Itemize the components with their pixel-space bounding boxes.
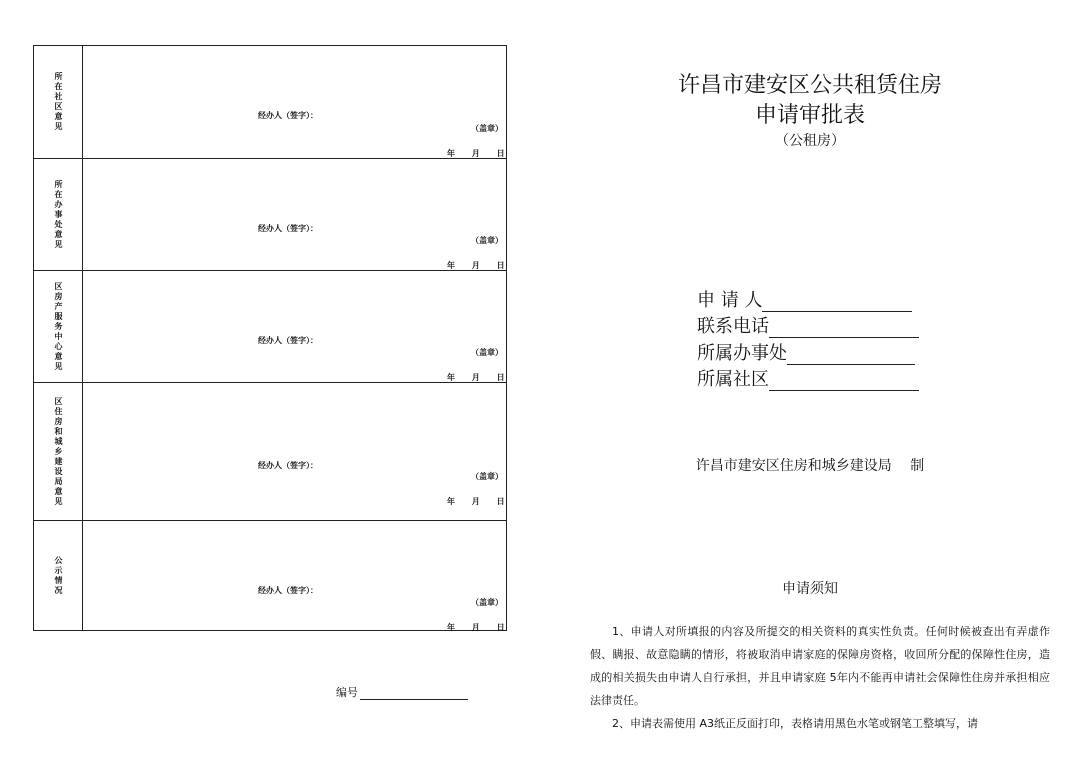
table-row	[34, 521, 506, 631]
phone-label: 联系电话	[697, 316, 769, 337]
notice-item: 2、申请表需使用 A3纸正反面打印，表格请用黑色水笔或钢笔工整填写，请	[612, 717, 979, 730]
agent-signature-label: 经办人（签字）：	[258, 224, 318, 233]
form-subtitle: （公租房）	[775, 133, 845, 149]
applicant-field[interactable]	[697, 286, 912, 310]
table-row	[34, 46, 506, 159]
phone-field[interactable]	[697, 312, 919, 336]
date-label: 年 月 日	[447, 261, 505, 270]
serial-number-field[interactable]	[336, 684, 468, 700]
table-row	[34, 271, 506, 383]
notice-item: 1、申请人对所填报的内容及所提交的相关资料的真实性负责。任何时候被查出有弄虚作假、瞒报、故意隐瞒的情形，将被取消申请家庭的保障房资格，收回所分配的保障性住房，造成的相关损失由申请人自行承担，并且申请家庭 5年内不能再申请社会保障性住房并承担相应法律责任。	[590, 625, 1050, 707]
agent-signature-label: 经办人（签字）：	[258, 111, 318, 120]
seal-label: （盖章）	[471, 472, 503, 481]
agent-signature-label: 经办人（签字）：	[258, 586, 318, 595]
seal-label: （盖章）	[471, 236, 503, 245]
issuer-line: 许昌市建安区住房和城乡建设局 制	[695, 458, 925, 474]
phone-blank[interactable]	[769, 317, 919, 338]
row-label-cell	[34, 521, 83, 631]
table-row	[34, 159, 506, 271]
agent-signature-label: 经办人（签字）：	[258, 461, 318, 470]
serial-number-label: 编号	[336, 686, 358, 699]
date-label: 年 月 日	[447, 497, 505, 506]
agent-signature-label: 经办人（签字）：	[258, 336, 318, 345]
table-row	[34, 383, 506, 521]
row-label: 所在社区意见	[54, 72, 63, 132]
seal-label: （盖章）	[471, 124, 503, 133]
seal-label: （盖章）	[471, 348, 503, 357]
applicant-label: 申 请 人	[697, 290, 763, 311]
form-title: 许昌市建安区公共租赁住房	[677, 73, 942, 98]
row-label: 区住房和城乡建设局意见	[54, 396, 63, 507]
notice-title: 申请须知	[782, 581, 838, 597]
serial-number-blank[interactable]	[360, 689, 468, 700]
form-title-line2: 申请审批表	[754, 103, 865, 128]
community-label: 所属社区	[697, 369, 769, 390]
row-label-cell	[34, 383, 83, 520]
row-label: 区房产服务中心意见	[54, 281, 63, 372]
applicant-blank[interactable]	[762, 291, 912, 312]
row-label: 公示情况	[54, 556, 63, 596]
community-field[interactable]	[697, 365, 919, 389]
community-blank[interactable]	[769, 370, 919, 391]
date-label: 年 月 日	[447, 373, 505, 382]
row-label-cell	[34, 159, 83, 270]
subdistrict-blank[interactable]	[787, 344, 915, 365]
notice-body	[590, 620, 1050, 735]
subdistrict-label: 所属办事处	[697, 343, 787, 364]
subdistrict-field[interactable]	[697, 339, 915, 363]
date-label: 年 月 日	[447, 149, 505, 158]
seal-label: （盖章）	[471, 598, 503, 607]
approval-opinion-table	[33, 45, 507, 631]
row-label: 所在办事处意见	[54, 179, 63, 250]
row-label-cell	[34, 46, 83, 158]
row-label-cell	[34, 271, 83, 382]
date-label: 年 月 日	[447, 623, 505, 632]
